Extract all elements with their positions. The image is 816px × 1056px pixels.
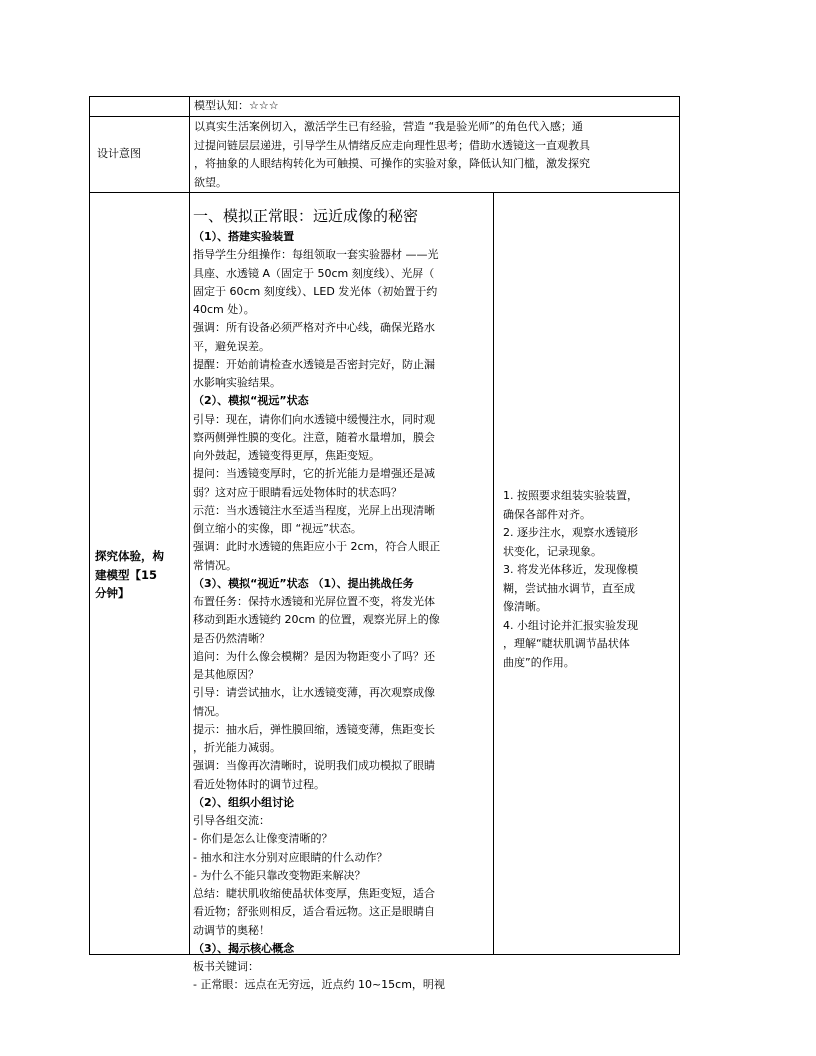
teacher-line: 弱？这对应于眼睛看远处物体时的状态吗？ xyxy=(193,485,402,499)
teacher-line: 看近处物体时的调节过程。 xyxy=(193,777,325,791)
section-heading: 一、模拟正常眼：远近成像的秘密 xyxy=(193,207,419,225)
student-line: 状变化，记录现象。 xyxy=(503,544,602,558)
design-intent-label: 设计意图 xyxy=(97,147,141,160)
teacher-line: 是否仍然清晰？ xyxy=(193,631,270,645)
teacher-line: - 抽水和注水分别对应眼睛的什么动作？ xyxy=(193,850,388,864)
student-line: 糊，尝试抽水调节，直至成 xyxy=(503,581,635,595)
teacher-line: 指导学生分组操作：每组领取一套实验器材 ——光 xyxy=(193,248,439,262)
student-line: 曲度”的作用。 xyxy=(503,655,575,669)
teacher-line: 动调节的奥秘！ xyxy=(193,923,270,937)
teacher-line: （2）、组织小组讨论 xyxy=(193,795,295,809)
explore-label-line: 探究体验，构 xyxy=(95,549,164,563)
student-line: 确保各部件对齐。 xyxy=(503,507,591,521)
teacher-line: - 正常眼：远点在无穷远，近点约 10~15cm，明视 xyxy=(193,978,445,992)
teacher-line: 倒立缩小的实像，即 “视远”状态。 xyxy=(193,522,362,535)
teacher-line: （3）、模拟“视近”状态 （1）、提出挑战任务 xyxy=(193,576,414,590)
teacher-line: 移动到距水透镜约 20cm 的位置，观察光屏上的像 xyxy=(193,613,440,627)
student-line: 像清晰。 xyxy=(503,600,547,613)
design-intent-line: 过提问链层层递进，引导学生从情绪反应走向理性思考；借助水透镜这一直观教具 xyxy=(194,138,590,152)
teacher-line: 察两侧弹性膜的变化。注意，随着水量增加，膜会 xyxy=(193,430,435,444)
col-divider-right xyxy=(493,192,494,954)
teacher-line: 向外鼓起，透镜变得更厚，焦距变短。 xyxy=(193,449,380,462)
teacher-line: 引导：请尝试抽水，让水透镜变薄，再次观察成像 xyxy=(193,686,435,700)
teacher-line: ，折光能力减弱。 xyxy=(193,741,281,754)
teacher-line: 追问：为什么像会模糊？是因为物距变小了吗？还 xyxy=(193,649,435,663)
design-intent-line: ，将抽象的人眼结构转化为可触摸、可操作的实验对象，降低认知门槛，激发探究 xyxy=(194,157,590,171)
teacher-line: 常情况。 xyxy=(193,558,237,572)
teacher-line: 看近物；舒张则相反，适合看远物。这正是眼睛自 xyxy=(193,905,435,919)
teacher-line: 提示：抽水后，弹性膜回缩，透镜变薄，焦距变长 xyxy=(193,722,435,736)
teacher-line: 强调：当像再次清晰时，说明我们成功模拟了眼睛 xyxy=(193,759,435,773)
teacher-line: 水影响实验结果。 xyxy=(193,376,281,389)
teacher-line: 是其他原因？ xyxy=(193,668,259,681)
teacher-line: - 为什么不能只靠改变物距来解决？ xyxy=(193,868,366,882)
explore-label-line: 建模型【15 xyxy=(95,567,158,582)
row-divider-1 xyxy=(90,116,679,117)
teacher-line: 布置任务：保持水透镜和光屏位置不变，将发光体 xyxy=(193,595,435,608)
student-line: ，理解“睫状肌调节晶状体 xyxy=(503,637,630,650)
teacher-line: （1）、搭建实验装置 xyxy=(193,230,295,243)
col-divider-left xyxy=(189,97,190,954)
teacher-line: 提问：当透镜变厚时，它的折光能力是增强还是减 xyxy=(193,467,435,481)
teacher-line: 提醒：开始前请检查水透镜是否密封完好，防止漏 xyxy=(193,357,435,371)
teacher-line: 板书关键词： xyxy=(193,960,259,973)
model-cognition-rating: 模型认知：☆☆☆ xyxy=(194,99,279,112)
teacher-line: 固定于 60cm 刻度线）、LED 发光体（初始置于约 xyxy=(193,284,438,298)
teacher-line: 平，避免误差。 xyxy=(193,339,270,353)
student-line: 1. 按照要求组装实验装置， xyxy=(503,489,638,502)
design-intent-line: 以真实生活案例切入，激活学生已有经验，营造 “我是验光师”的角色代入感；通 xyxy=(194,120,583,133)
teacher-line: 引导：现在，请你们向水透镜中缓慢注水，同时观 xyxy=(193,412,435,426)
design-intent-line: 欲望。 xyxy=(194,175,227,189)
student-line: 2. 逐步注水，观察水透镜形 xyxy=(503,526,638,539)
teacher-line: （3）、揭示核心概念 xyxy=(193,941,295,955)
teacher-line: 总结：睫状肌收缩使晶状体变厚，焦距变短，适合 xyxy=(193,887,435,900)
row-divider-2 xyxy=(90,192,679,193)
teacher-line: 情况。 xyxy=(193,704,226,718)
teacher-line: （2）、模拟“视远”状态 xyxy=(193,394,309,408)
teacher-line: 40cm 处）。 xyxy=(193,303,255,316)
explore-label-line: 分钟】 xyxy=(95,586,130,600)
student-line: 3. 将发光体移近，发现像模 xyxy=(503,563,638,576)
teacher-line: 强调：所有设备必须严格对齐中心线，确保光路水 xyxy=(193,321,435,335)
teacher-line: - 你们是怎么让像变清晰的？ xyxy=(193,832,333,846)
teacher-line: 具座、水透镜 A（固定于 50cm 刻度线）、光屏（ xyxy=(193,266,435,280)
teacher-line: 强调：此时水透镜的焦距应小于 2cm，符合人眼正 xyxy=(193,540,441,554)
teacher-line: 示范：当水透镜注水至适当程度，光屏上出现清晰 xyxy=(193,503,435,517)
student-line: 4. 小组讨论并汇报实验发现 xyxy=(503,618,638,632)
teacher-line: 引导各组交流： xyxy=(193,814,270,827)
